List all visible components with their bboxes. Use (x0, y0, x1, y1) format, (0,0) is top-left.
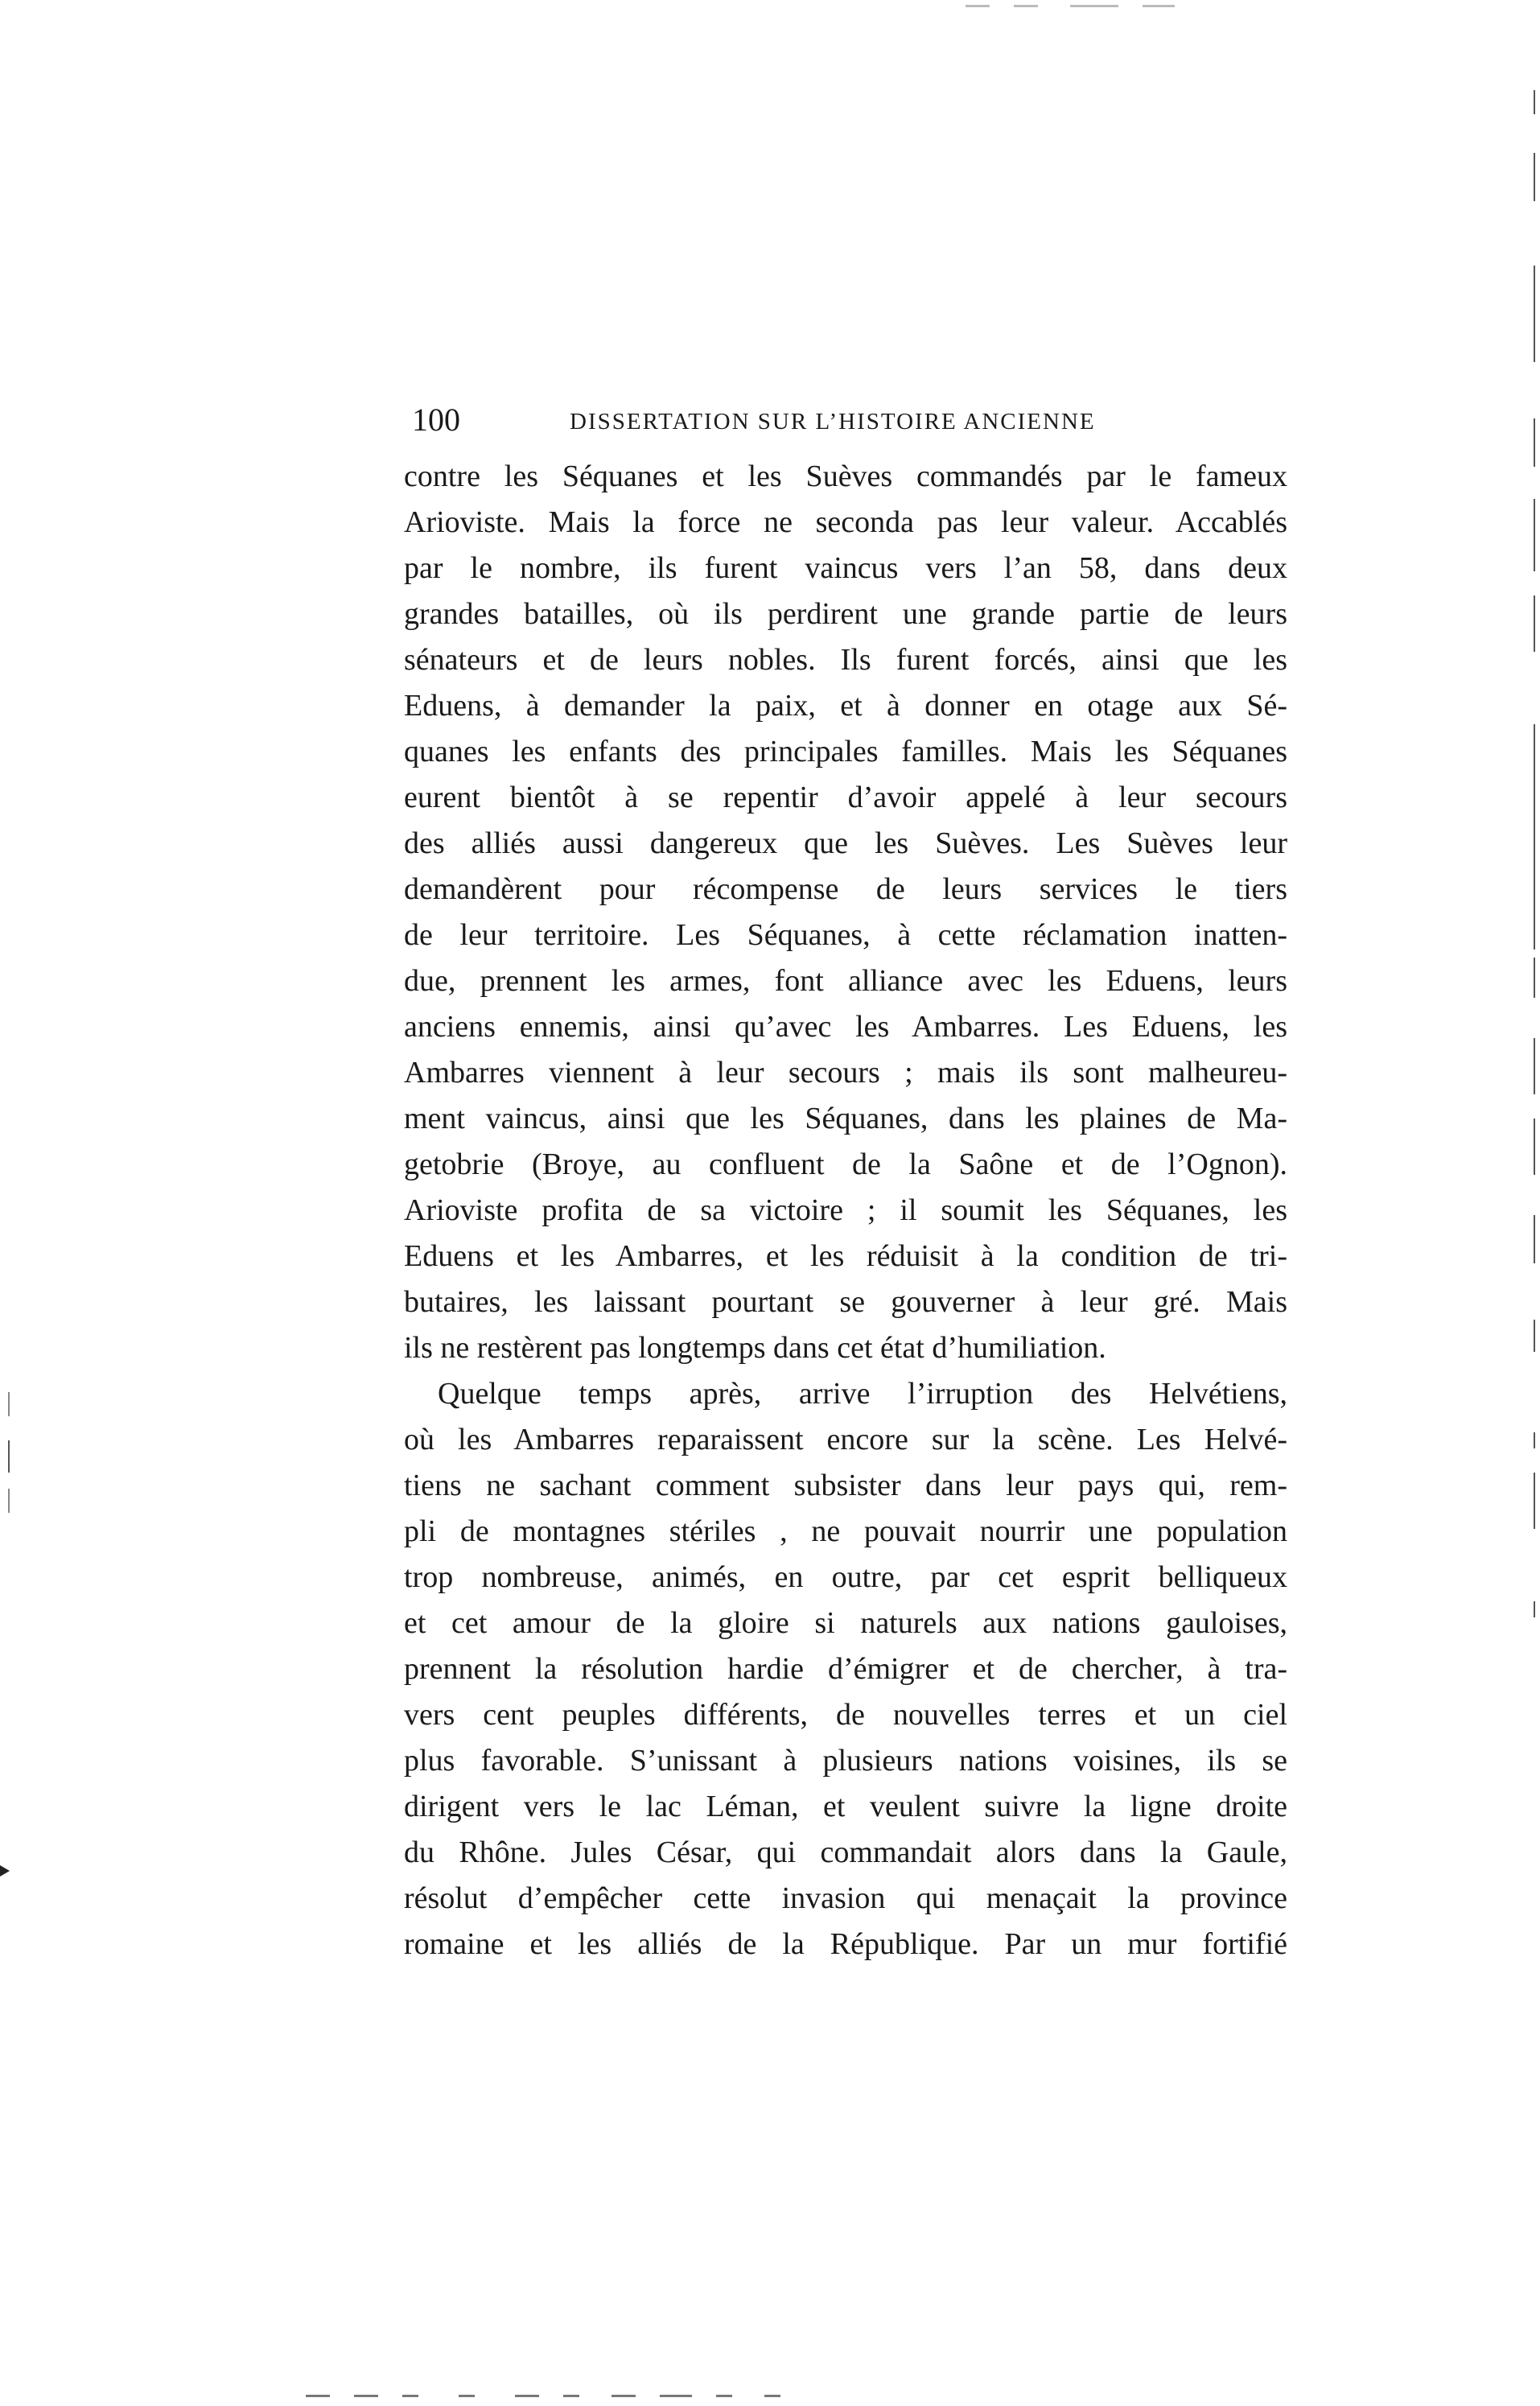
margin-arrow-icon (0, 1865, 10, 1877)
scan-edge-mark (1143, 5, 1175, 7)
scan-edge-mark (1534, 1473, 1535, 1529)
text-line: quanes les enfants des principales familles. Mais les Séquanes (404, 735, 1287, 768)
text-line: Arioviste profita de sa victoire ; il soumit les Séquanes, les (404, 1193, 1287, 1227)
scan-edge-mark (611, 2395, 636, 2397)
text-line: sénateurs et de leurs nobles. Ils furent forcés, ainsi que les (404, 643, 1287, 677)
text-line: plus favorable. S’unissant à plusieurs nations voisines, ils se (404, 1744, 1287, 1778)
running-head (412, 396, 1289, 444)
page-number: 100 (412, 402, 460, 438)
scan-edge-mark (1534, 1601, 1535, 1617)
scan-edge-mark (1534, 499, 1535, 571)
scan-edge-mark (1014, 5, 1038, 7)
scan-edge-mark (716, 2395, 732, 2397)
text-line: Ambarres viennent à leur secours ; mais ils sont malheureu- (404, 1056, 1287, 1090)
text-line: où les Ambarres reparaissent encore sur la scène. Les Helvé- (404, 1423, 1287, 1456)
text-line: ment vaincus, ainsi que les Séquanes, dans les plaines de Ma- (404, 1102, 1287, 1135)
text-line: prennent la résolution hardie d’émigrer et de chercher, à tra- (404, 1652, 1287, 1686)
text-line: romaine et les alliés de la République. Par un mur fortifié (404, 1927, 1287, 1961)
scan-edge-mark (966, 5, 990, 7)
scan-edge-mark (8, 1440, 10, 1473)
running-title: DISSERTATION SUR L’HISTOIRE ANCIENNE (570, 409, 1096, 435)
scan-edge-mark (8, 1489, 10, 1513)
text-line: vers cent peuples différents, de nouvelles terres et un ciel (404, 1698, 1287, 1732)
scan-edge-mark (563, 2395, 579, 2397)
text-line: dirigent vers le lac Léman, et veulent suivre la ligne droite (404, 1790, 1287, 1823)
scan-edge-mark (1534, 595, 1535, 652)
scan-edge-mark (1534, 1432, 1535, 1448)
scan-edge-mark (306, 2395, 330, 2397)
text-line: par le nombre, ils furent vaincus vers l’an 58, dans deux (404, 551, 1287, 585)
text-line: trop nombreuse, animés, en outre, par cet esprit belliqueux (404, 1560, 1287, 1594)
text-line: du Rhône. Jules César, qui commandait alors dans la Gaule, (404, 1835, 1287, 1869)
text-line: demandèrent pour récompense de leurs services le tiers (404, 872, 1287, 906)
text-line: Eduens, à demander la paix, et à donner en otage aux Sé- (404, 689, 1287, 723)
scan-edge-mark (1070, 5, 1118, 7)
scan-edge-mark (1534, 1215, 1535, 1263)
text-line: résolut d’empêcher cette invasion qui menaçait la province (404, 1881, 1287, 1915)
text-line: eurent bientôt à se repentir d’avoir appelé à leur secours (404, 781, 1287, 814)
scan-edge-mark (1534, 724, 1535, 950)
text-line: ils ne restèrent pas longtemps dans cet état d’humiliation. (404, 1331, 1106, 1365)
text-line: des alliés aussi dangereux que les Suèves. Les Suèves leur (404, 826, 1287, 860)
scan-edge-mark (1534, 1119, 1535, 1175)
scan-edge-mark (764, 2395, 780, 2397)
text-line: Quelque temps après, arrive l’irruption des Helvétiens, (438, 1377, 1287, 1411)
text-line: due, prennent les armes, font alliance avec les Eduens, leurs (404, 964, 1287, 998)
scan-edge-mark (1534, 1320, 1535, 1352)
scan-edge-mark (1534, 153, 1535, 201)
text-line: butaires, les laissant pourtant se gouverner à leur gré. Mais (404, 1285, 1287, 1319)
text-line: et cet amour de la gloire si naturels aux nations gauloises, (404, 1606, 1287, 1640)
scan-edge-mark (660, 2395, 692, 2397)
scan-edge-mark (459, 2395, 475, 2397)
text-line: grandes batailles, où ils perdirent une grande partie de leurs (404, 597, 1287, 631)
text-line: pli de montagnes stériles , ne pouvait nourrir une population (404, 1514, 1287, 1548)
text-line: de leur territoire. Les Séquanes, à cette réclamation inatten- (404, 918, 1287, 952)
scan-edge-mark (8, 1392, 10, 1416)
scan-edge-mark (1534, 266, 1535, 362)
scan-edge-mark (402, 2395, 418, 2397)
text-line: getobrie (Broye, au confluent de la Saône et de l’Ognon). (404, 1147, 1287, 1181)
body-text (404, 454, 1287, 1967)
text-line: Arioviste. Mais la force ne seconda pas leur valeur. Accablés (404, 505, 1287, 539)
scan-edge-mark (354, 2395, 378, 2397)
text-line: tiens ne sachant comment subsister dans leur pays qui, rem- (404, 1469, 1287, 1502)
scan-edge-mark (1534, 90, 1535, 114)
text-line: contre les Séquanes et les Suèves commandés par le fameux (404, 459, 1287, 493)
scan-edge-mark (1534, 958, 1535, 998)
text-line: Eduens et les Ambarres, et les réduisit à la condition de tri- (404, 1239, 1287, 1273)
text-line: anciens ennemis, ainsi qu’avec les Ambarres. Les Eduens, les (404, 1010, 1287, 1044)
scan-edge-mark (1534, 418, 1535, 467)
scan-edge-mark (1534, 1038, 1535, 1094)
scan-edge-mark (515, 2395, 539, 2397)
